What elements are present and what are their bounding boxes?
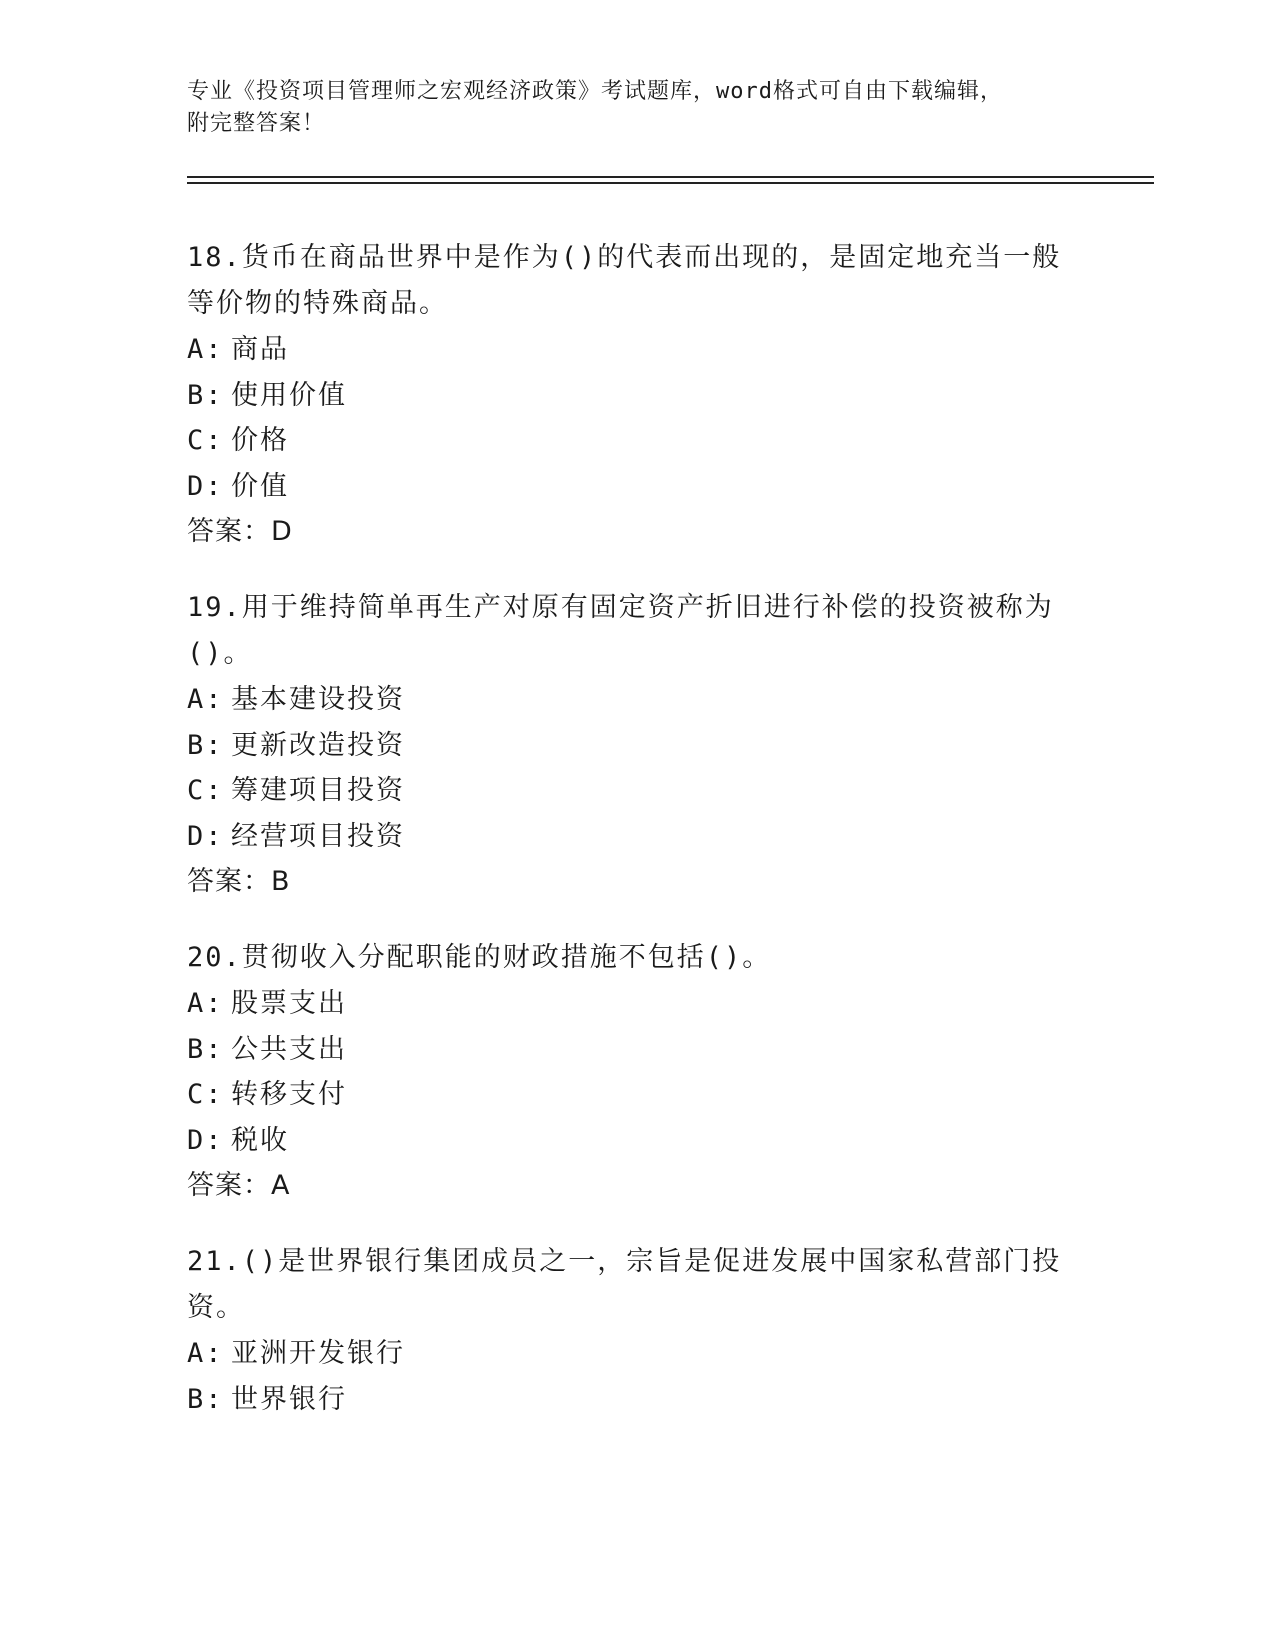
- answer-line: 答案：A: [187, 1170, 291, 1201]
- option-b: [187, 373, 1087, 419]
- header-line-1: 专业《投资项目管理师之宏观经济政策》考试题库，word格式可自由下载编辑，: [187, 79, 1003, 104]
- option-text: 世界银行: [231, 1383, 347, 1415]
- option-text: 经营项目投资: [231, 820, 405, 852]
- question-text: 18.货币在商品世界中是作为()的代表而出现的，是固定地充当一般等价物的特殊商品。: [187, 242, 1062, 319]
- document-header: [187, 76, 1067, 140]
- option-b: [187, 1027, 1087, 1073]
- header-rule-bottom: [187, 182, 1154, 184]
- option-key: B:: [187, 1383, 224, 1415]
- option-key: C:: [187, 775, 224, 806]
- option-key: B:: [187, 729, 224, 761]
- option-key: A:: [187, 334, 224, 365]
- option-a: [187, 677, 1087, 723]
- option-a: [187, 1331, 1087, 1377]
- option-key: D:: [187, 1124, 224, 1156]
- option-text: 价值: [231, 470, 289, 502]
- option-b: [187, 1377, 1087, 1423]
- option-text: 股票支出: [231, 988, 347, 1019]
- option-c: [187, 1072, 1087, 1118]
- option-d: [187, 1118, 1087, 1164]
- question-19: [187, 585, 1087, 905]
- option-b: [187, 723, 1087, 769]
- question-list: [187, 235, 1087, 1452]
- option-key: C:: [187, 425, 224, 456]
- answer-line: 答案：D: [187, 516, 293, 547]
- option-c: [187, 768, 1087, 814]
- option-key: C:: [187, 1079, 224, 1110]
- option-key: D:: [187, 820, 224, 852]
- option-text: 筹建项目投资: [231, 775, 405, 806]
- question-20: [187, 935, 1087, 1209]
- option-key: B:: [187, 1033, 224, 1065]
- option-d: [187, 814, 1087, 860]
- question-21: [187, 1239, 1087, 1422]
- option-d: [187, 464, 1087, 510]
- answer-line: 答案：B: [187, 866, 291, 897]
- option-a: [187, 981, 1087, 1027]
- header-line-2: 附完整答案！: [187, 111, 326, 136]
- option-text: 基本建设投资: [231, 684, 405, 715]
- option-text: 价格: [231, 425, 289, 456]
- option-text: 更新改造投资: [231, 729, 405, 761]
- question-text: 19.用于维持简单再生产对原有固定资产折旧进行补偿的投资被称为()。: [187, 592, 1054, 669]
- option-text: 转移支付: [231, 1079, 347, 1110]
- option-text: 亚洲开发银行: [231, 1338, 405, 1369]
- question-text: 20.贯彻收入分配职能的财政措施不包括()。: [187, 942, 772, 973]
- option-key: A:: [187, 988, 224, 1019]
- option-text: 使用价值: [231, 379, 347, 411]
- option-key: D:: [187, 470, 224, 502]
- option-key: A:: [187, 1338, 224, 1369]
- option-text: 税收: [231, 1124, 289, 1156]
- question-text: 21.()是世界银行集团成员之一，宗旨是促进发展中国家私营部门投资。: [187, 1246, 1062, 1323]
- option-key: A:: [187, 684, 224, 715]
- question-18: [187, 235, 1087, 555]
- option-key: B:: [187, 379, 224, 411]
- option-text: 商品: [231, 334, 289, 365]
- option-a: [187, 327, 1087, 373]
- option-c: [187, 418, 1087, 464]
- option-text: 公共支出: [231, 1033, 347, 1065]
- header-rule-top: [187, 176, 1154, 178]
